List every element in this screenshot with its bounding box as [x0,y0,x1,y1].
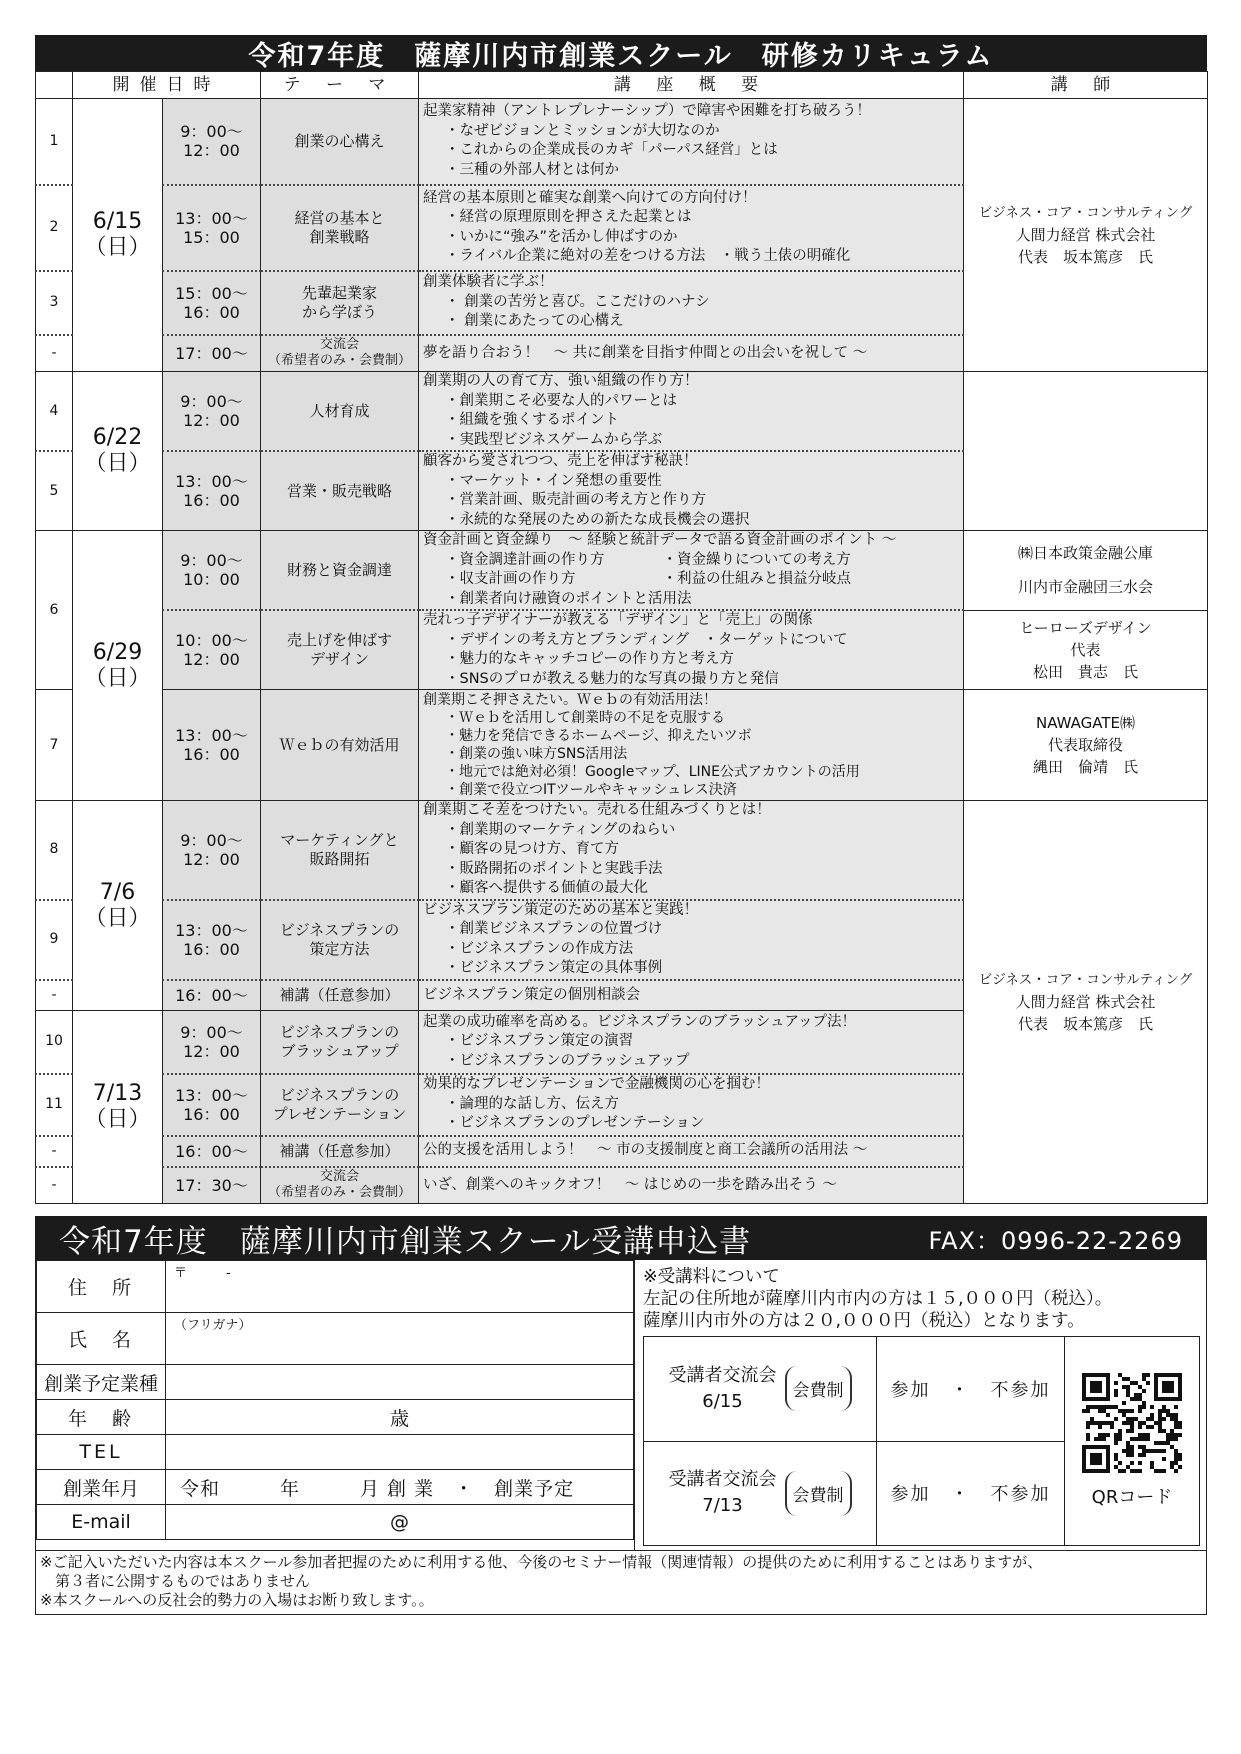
description-item: ・経営の原理原則を押さえた起業とは [445,209,692,225]
time-start: 13：00〜 [175,726,248,745]
session-description [419,271,964,335]
industry-field[interactable] [166,1365,634,1400]
description-item: ・組織を強くするポイント [445,412,619,428]
theme-line: 先輩起業家 [301,283,377,302]
email-field[interactable] [166,1505,634,1540]
instructor-line: 代表 坂本篤彦 氏 [1017,248,1153,266]
instructor-line: 人間力経営 株式会社 [1015,993,1156,1011]
instructor-line: ㈱日本政策金融公庫 [1017,544,1153,563]
description-item: ・ 創業にあたっての心構え [445,313,624,330]
description-heading: 創業期こそ押さえたい。Ｗｅｂの有効活用法！ [423,692,717,708]
event-row [644,1442,1064,1546]
time-start: 13：00〜 [175,472,248,491]
theme-line: マーケティングと [280,830,399,849]
address-field[interactable] [166,1261,634,1313]
event-date: 7/13 [702,1495,743,1517]
event-fee: 会費制 [785,1366,852,1411]
description-item: ・魅力的なキャッチコピーの作り方と考え方 [445,651,734,667]
theme-line: 営業・販売戦略 [286,481,392,500]
session-number: 1 [36,99,73,185]
note-line: ※本スクールへの反社会的勢力の入場はお断り致します。。 [40,1591,434,1609]
time-start: 16：00〜 [175,985,248,1005]
time-end: 15：00 [183,227,240,247]
date-day: 7/6 [99,879,136,905]
session-time [163,271,261,335]
session-time [163,900,261,980]
time-start: 9：00〜 [180,830,243,850]
instructor-line: ビジネス・コア・コンサルティング [978,972,1193,988]
description-heading: 創業体験者に学ぶ！ [423,274,554,291]
tel-label: TEL [37,1435,166,1470]
description-item: ・魅力を発信できるホームページ、抑えたいツボ [445,728,752,744]
time-start: 13：00〜 [175,920,248,940]
application-title: 令和7年度 薩摩川内市創業スクール受講申込書 [59,1223,752,1260]
furigana-label: （フリガナ） [174,1318,252,1333]
session-date [73,1011,163,1204]
time-end: 16：00 [183,1104,240,1124]
description-heading: 資金計画と資金繰り 〜 経験と統計データで語る資金計画のポイント 〜 [423,532,897,548]
event-row [644,1337,1064,1442]
session-number: - [36,1167,73,1204]
events-grid [643,1336,1200,1546]
session-description [419,372,964,452]
time-start: 17：00〜 [175,343,248,363]
time-start: 16：00〜 [175,1141,248,1161]
theme-line: ビジネスプランの [279,1022,400,1041]
session-theme [261,271,419,335]
header-desc: 講 座 概 要 [419,72,964,99]
theme-line: 補講（任意参加） [279,985,400,1004]
description-item: ・ビジネスプランの作成方法 [445,940,634,957]
description-item: ・なぜビジョンとミッションが大切なのか [445,122,720,139]
session-time [163,451,261,531]
session-date [73,372,163,531]
session-theme [261,1136,419,1167]
header-date: 開催日時 [73,72,261,99]
description-item: ・ビジネスプランのブラッシュアップ [445,1052,690,1069]
founded-text: 令和 年 月 創 業 ・ 創業予定 [180,1477,575,1500]
description-heading: 創業期こそ差をつけたい。売れる仕組みづくりとは！ [423,802,771,818]
session-description [419,99,964,185]
time-end: 12：00 [183,141,240,161]
session-description [419,801,964,900]
session-theme [261,335,419,372]
time-start: 13：00〜 [175,1085,248,1105]
description-item: ・資金調達計画の作り方 ・資金繰りについての考え方 [445,551,851,568]
instructor-line: NAWAGATE㈱ [1035,714,1136,732]
instructor [964,690,1208,801]
header-instructor: 講 師 [964,72,1208,99]
session-theme [261,610,419,690]
instructor [964,801,1208,1204]
instructor-line: 代表 [1070,640,1101,659]
theme-line: 人材育成 [309,401,370,420]
curriculum-row [36,531,1208,611]
theme-line: から学ぼう [301,302,377,321]
date-day: 6/22 [92,425,143,450]
description-heading: 起業の成功確率を高める。ビジネスプランのブラッシュアップ法！ [423,1013,856,1030]
time-start: 9：00〜 [180,122,243,142]
date-day: 6/15 [92,209,143,234]
session-theme [261,1167,419,1204]
qr-label: QRコード [1091,1487,1173,1508]
theme-line: 策定方法 [309,939,370,958]
description-item: ・論理的な話し方、伝え方 [445,1095,619,1112]
description-item: ・顧客の見つけ方、育て方 [445,841,619,857]
theme-line: ブラッシュアップ [280,1041,399,1060]
fee-line: 薩摩川内市外の方は２０,０００円（税込）となります。 [643,1311,1085,1331]
session-number: 2 [36,185,73,271]
session-time [163,980,261,1011]
age-unit: 歳 [389,1407,409,1430]
fee-line: ※受講料について [643,1267,780,1287]
theme-line: プレゼンテーション [272,1104,407,1123]
session-theme [261,801,419,900]
date-day: 7/13 [92,1081,143,1106]
theme-line: 販路開拓 [309,849,370,868]
description-item: ・創業者向け融資のポイントと活用法 [445,590,692,607]
time-start: 15：00〜 [175,283,248,303]
description-heading: 公的支援を活用しよう！ 〜 市の支援制度と商工会議所の活用法 〜 [423,1142,868,1159]
instructor-line: 代表 坂本篤彦 氏 [1017,1015,1153,1033]
note-line: ※ご記入いただいた内容は本スクール参加者把握のために利用する他、今後のセミナー情報（関連情報）の提供のために利用することはありますが、 [40,1553,1043,1571]
description-heading: ビジネスプラン策定のための基本と実践！ [423,901,699,918]
event-date: 6/15 [702,1390,743,1412]
description-item: ・販路開拓のポイントと実践手法 [445,860,663,877]
description-item: ・ビジネスプランのプレゼンテーション [445,1115,705,1132]
description-heading: 起業家精神（アントレプレナーシップ）で障害や困難を打ち破ろう！ [423,103,871,120]
session-theme [261,185,419,271]
session-theme [261,99,419,185]
description-item: ・創業の強い味方SNS活用法 [445,746,628,762]
curriculum-row [36,99,1208,185]
curriculum-body [36,99,1208,1204]
event-name [644,1442,877,1546]
time-end: 16：00 [183,491,240,510]
description-item: ・ビジネスプラン策定の具体事例 [445,960,663,976]
theme-line: 経営の基本と [294,208,385,227]
description-item: ・いかに“強み”を活かし伸ばすのか [445,228,678,245]
instructor [964,610,1208,690]
date-weekday: （日） [84,235,151,260]
fee-info [643,1266,1200,1332]
time-end: 12：00 [183,849,240,869]
session-time [163,335,261,372]
instructor-line: ヒーローズデザイン [1019,618,1152,637]
session-description [419,1074,964,1136]
time-end: 16：00 [183,745,240,764]
events-list [644,1337,1064,1545]
header-num [36,72,73,99]
description-heading: 経営の基本原則と確実な創業へ向けての方向付け！ [423,189,757,206]
theme-line: （希望者のみ・会費制） [267,1185,411,1201]
qr-code-icon[interactable] [1082,1373,1182,1473]
session-theme [261,531,419,611]
qr-area [1064,1337,1199,1545]
theme-line: 売上げを伸ばす [286,631,392,649]
time-end: 12：00 [183,1041,240,1061]
date-weekday: （日） [84,665,151,691]
age-label: 年 齢 [37,1400,166,1435]
theme-line: ビジネスプランの [279,1085,400,1104]
instructor [964,531,1208,611]
name-field[interactable] [166,1313,634,1365]
session-number: - [36,335,73,372]
instructor-line: 人間力経営 株式会社 [1015,226,1156,244]
industry-label: 創業予定業種 [37,1365,166,1400]
theme-line: 交流会 [319,337,359,353]
description-item: ・デザインの考え方とブランディング ・ターゲットについて [445,631,848,648]
theme-line: Ｗｅｂの有効活用 [279,735,400,754]
description-item: ・SNSのプロが教える魅力的な写真の撮り方と発信 [445,670,779,687]
session-theme [261,1011,419,1074]
curriculum-row [36,610,1208,690]
time-end: 12：00 [183,650,240,669]
session-number: 8 [36,801,73,900]
event-label: 受講者交流会 [668,1364,777,1386]
description-heading: いざ、創業へのキックオフ！ 〜 はじめの一歩を踏み出そう 〜 [423,1176,837,1193]
description-item: ・実践型ビジネスゲームから学ぶ [445,431,663,448]
session-theme [261,690,419,801]
postal-mark: 〒 - [174,1266,231,1281]
session-description [419,1011,964,1074]
theme-line: 補講（任意参加） [279,1141,400,1160]
time-end: 16：00 [183,302,240,322]
page [35,35,1207,1615]
description-item: ・顧客へ提供する価値の最大化 [445,880,648,896]
time-start: 9：00〜 [180,551,243,570]
applicant-fields [36,1260,634,1550]
session-time [163,99,261,185]
session-theme [261,372,419,452]
session-description [419,980,964,1011]
time-start: 17：30〜 [175,1175,248,1195]
at-mark: @ [390,1511,409,1533]
time-start: 9：00〜 [180,392,243,411]
session-number: - [36,1136,73,1167]
instructor-line: 川内市金融団三水会 [1017,578,1153,597]
instructor [964,372,1208,531]
session-description [419,610,964,690]
time-start: 13：00〜 [175,208,248,228]
description-heading: 夢を語り合おう！ 〜 共に創業を目指す仲間との出会いを祝して 〜 [423,344,868,361]
header-theme: テ ー マ [261,72,419,99]
session-date [73,99,163,372]
attendance-choice[interactable]: 参加 ・ 不参加 [890,1379,1051,1401]
session-number: 3 [36,271,73,335]
founded-field[interactable] [166,1470,634,1505]
theme-line: デザイン [310,650,369,668]
age-field[interactable] [166,1400,634,1435]
instructor-line: ビジネス・コア・コンサルティング [978,205,1193,221]
description-item: ・創業で役立つITツールやキャッシュレス決済 [445,782,737,798]
description-item: ・ライバル企業に絶対の差をつける方法 ・戦う土俵の明確化 [445,248,851,264]
instructor-line: 松田 貴志 氏 [1032,662,1138,681]
session-time [163,1011,261,1074]
session-time [163,1167,261,1204]
notes [35,1551,1207,1615]
fax-number: FAX：0996-22-2269 [928,1226,1183,1255]
name-label: 氏 名 [37,1313,166,1365]
description-heading: 効果的なプレゼンテーションで金融機関の心を掴む！ [423,1076,770,1093]
theme-line: 交流会 [319,1169,359,1185]
event-fee: 会費制 [785,1471,852,1516]
instructor [964,99,1208,372]
description-item: ・Ｗｅｂを活用して創業時の不足を克服する [445,710,725,726]
application-form [35,1260,1207,1551]
session-number: 4 [36,372,73,452]
description-item: ・ 創業の苦労と喜び。ここだけのハナシ [445,293,710,310]
session-description [419,451,964,531]
description-heading: ビジネスプラン策定の個別相談会 [423,986,641,1003]
fee-and-events [634,1260,1206,1550]
description-item: ・収支計画の作り方 ・利益の仕組みと損益分岐点 [445,571,851,587]
application-bar [35,1216,1207,1260]
session-time [163,610,261,690]
description-item: ・地元では絶対必須！Googleマップ、LINE公式アカウントの活用 [445,764,860,780]
attendance-choice[interactable]: 参加 ・ 不参加 [890,1484,1051,1506]
description-heading: 創業期の人の育て方、強い組織の作り方！ [423,373,699,389]
session-description [419,185,964,271]
fee-line: 左記の住所地が薩摩川内市内の方は１５,０００円（税込）。 [643,1289,1113,1309]
time-end: 10：00 [183,570,240,589]
date-day: 6/29 [92,639,143,665]
description-item: ・ビジネスプラン策定の演習 [445,1033,634,1049]
session-date [73,531,163,801]
description-item: ・創業期こそ必要な人的パワーとは [445,392,677,409]
session-time [163,1074,261,1136]
theme-line: （希望者のみ・会費制） [267,353,411,369]
instructor-line: 代表取締役 [1047,736,1123,754]
session-time [163,801,261,900]
date-weekday: （日） [84,451,151,476]
description-item: ・創業期のマーケティングのねらい [445,821,676,838]
session-time [163,1136,261,1167]
curriculum-table [35,71,1208,1204]
session-theme [261,1074,419,1136]
session-time [163,372,261,452]
description-item: ・営業計画、販売計画の考え方と作り方 [445,492,706,508]
session-description [419,690,964,801]
session-number: 7 [36,690,73,801]
session-number: 6 [36,531,73,690]
session-theme [261,980,419,1011]
time-start: 9：00〜 [180,1022,243,1042]
session-number: 11 [36,1074,73,1136]
description-heading: 売れっ子デザイナーが教える「デザイン」と「売上」の関係 [423,612,813,628]
theme-line: 創業の心構え [294,131,385,150]
email-label: E-mail [37,1505,166,1540]
event-name [644,1337,877,1441]
date-weekday: （日） [84,1107,151,1132]
session-description [419,1167,964,1204]
date-weekday: （日） [84,905,151,931]
description-item: ・三種の外部人材とは何か [445,161,619,178]
address-label: 住 所 [37,1261,166,1313]
session-theme [261,451,419,531]
curriculum-row [36,690,1208,801]
curriculum-row [36,372,1208,452]
event-label: 受講者交流会 [668,1469,777,1491]
time-end: 12：00 [183,411,240,430]
curriculum-title: 令和7年度 薩摩川内市創業スクール 研修カリキュラム [35,35,1207,71]
session-number: 10 [36,1011,73,1074]
note-line: 第３者に公開するものではありません [40,1572,311,1590]
description-item: ・創業ビジネスプランの位置づけ [445,921,663,937]
session-description [419,1136,964,1167]
time-end: 16：00 [183,939,240,959]
session-time [163,185,261,271]
description-heading: 顧客から愛されつつ、売上を伸ばす秘訣！ [423,453,698,469]
session-time [163,531,261,611]
description-item: ・マーケット・イン発想の重要性 [445,472,662,489]
description-item: ・これからの企業成長のカギ「パーパス経営」とは [445,142,778,159]
time-start: 10：00〜 [175,631,248,650]
session-description [419,335,964,372]
session-number: 5 [36,451,73,531]
session-description [419,900,964,980]
session-description [419,531,964,611]
session-number: 9 [36,900,73,980]
instructor-line: 縄田 倫靖 氏 [1032,758,1138,776]
session-time [163,690,261,801]
theme-line: ビジネスプランの [279,920,400,939]
tel-field[interactable] [166,1435,634,1470]
description-item: ・永続的な発展のための新たな成長機会の選択 [445,511,750,528]
theme-line: 財務と資金調達 [286,560,392,579]
session-date [73,801,163,1011]
theme-line: 創業戦略 [309,227,370,246]
session-theme [261,900,419,980]
founded-label: 創業年月 [37,1470,166,1505]
curriculum-row [36,801,1208,900]
session-number: - [36,980,73,1011]
